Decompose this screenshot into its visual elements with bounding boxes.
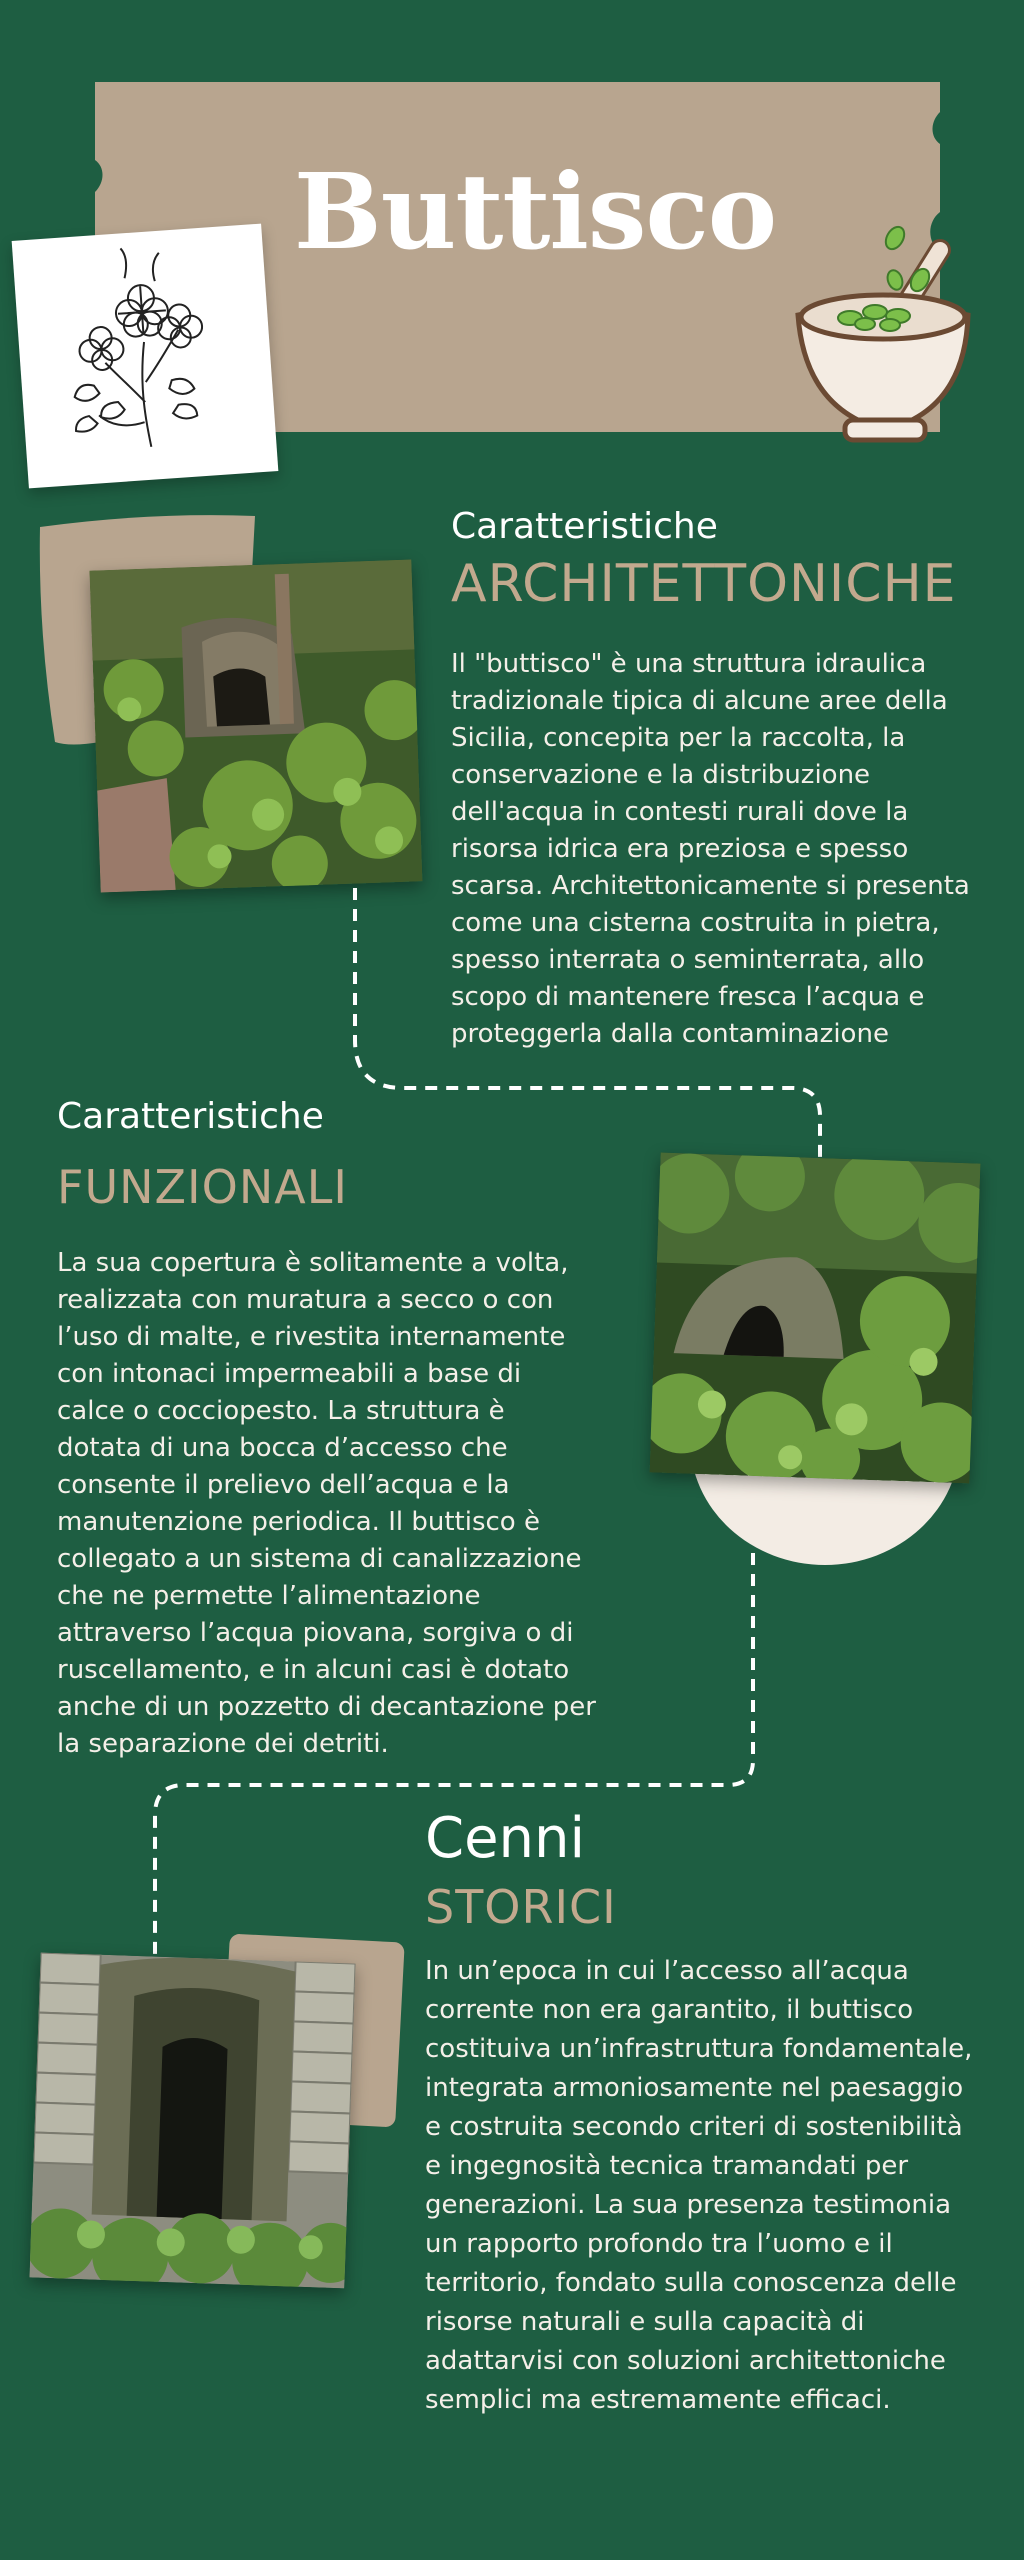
photo-buttisco-tunnel [29, 1953, 355, 2289]
page-title: Buttisco [293, 150, 777, 273]
section-funzionali-subtitle: Caratteristiche [57, 1096, 324, 1137]
section-architettoniche-body: Il "buttisco" è una struttura idraulica tradizionale tipica di alcune aree della Sicilia, concepita per la raccolta, la conservazione e la distribuzione dell'acqua in contesti rurali dove la risorsa idrica era preziosa e spesso scarsa. Architettonicamente si presenta come una cisterna costruita in pietra, spesso interrata o seminterrata, allo scopo di mantenere fresca l’acqua e proteggerla dalla contaminazione [451, 649, 970, 1049]
section-architettoniche-subtitle: Caratteristiche [451, 506, 718, 547]
section-storici-subtitle: Cenni [425, 1806, 586, 1871]
photo-buttisco-vegetation [650, 1153, 981, 1484]
section-funzionali-body: La sua copertura è solitamente a volta, realizzata con muratura a secco o con l’uso di malte, e rivestita internamente con intonaci impermeabili a base di calce o cocciopesto. La struttura è dotata di una bocca d’accesso che consente il prelievo dell’acqua e la manutenzione periodica. Il buttisco è collegato a un sistema di canalizzazione che ne permette l’alimentazione attraverso l’acqua piovana, sorgiva o di ruscellamento, e in alcuni casi è dotato anche di un pozzetto di decantazione per la separazione dei detriti. [57, 1248, 596, 1759]
section-storici-body: In un’epoca in cui l’accesso all’acqua corrente non era garantito, il buttisco costituiva un’infrastruttura fondamentale, integrata armoniosamente nel paesaggio e costruita secondo criteri di sostenibilità e ingegnosità tecnica tramandati per generazioni. La sua presenza testimonia un rapporto profondo tra l’uomo e il territorio, fondato sulla conoscenza delle risorse naturali e sulla capacità di adattarvisi con soluzioni architettoniche semplici ma estremamente efficaci. [425, 1956, 973, 2415]
section-funzionali-heading: FUNZIONALI [57, 1160, 348, 1214]
section-architettoniche-heading: ARCHITETTONICHE [451, 554, 957, 614]
section-storici-heading: STORICI [425, 1880, 617, 1934]
